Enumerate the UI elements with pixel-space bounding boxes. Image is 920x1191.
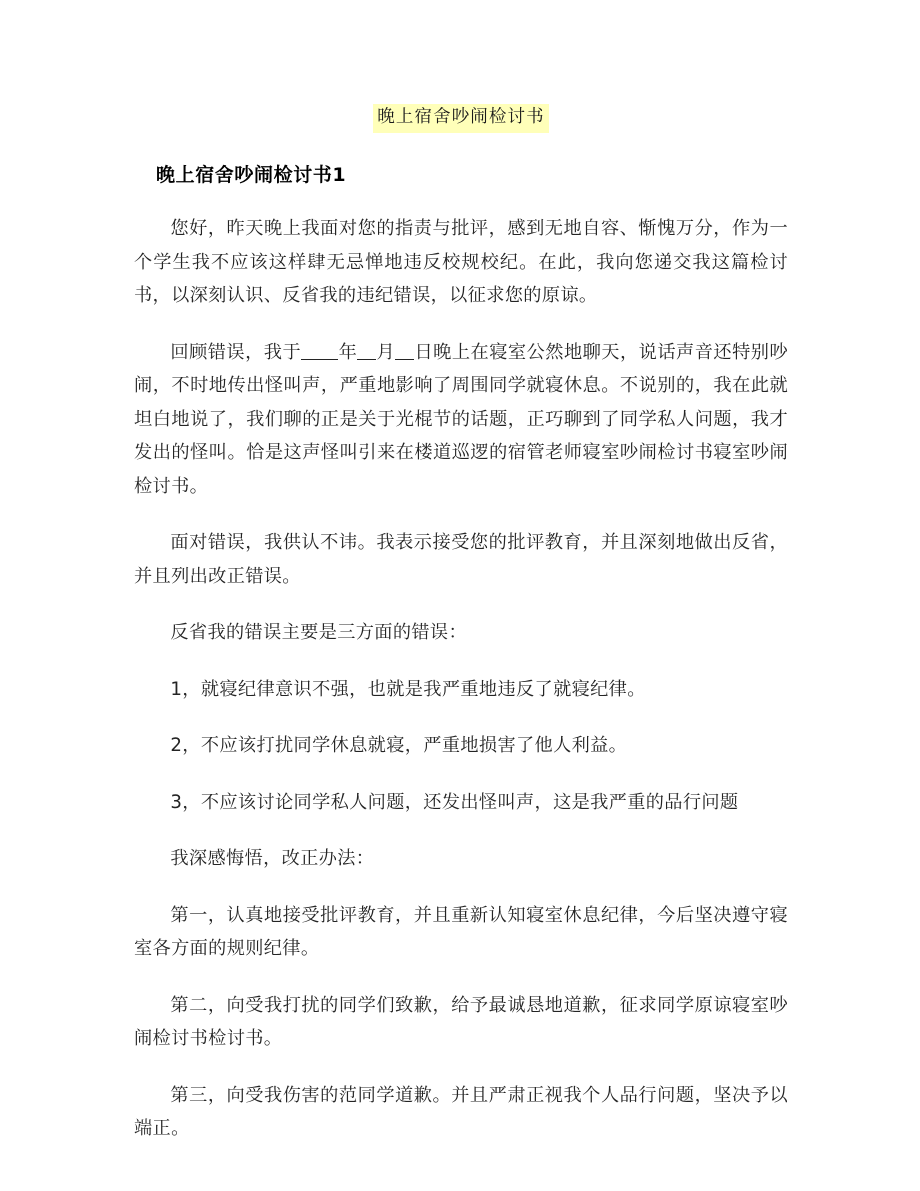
- remedy-step-3: 第三，向受我伤害的范同学道歉。并且严肃正视我个人品行问题，坚决予以端正。: [134, 1084, 788, 1140]
- remedy-step-2: 第二，向受我打扰的同学们致歉，给予最诚恳地道歉，征求同学原谅寝室吵闹检讨书检讨书。: [134, 994, 788, 1050]
- remedy-step-1: 第一，认真地接受批评教育，并且重新认知寝室休息纪律，今后坚决遵守寝室各方面的规则纪律。: [134, 904, 788, 960]
- mistake-item-1: 1，就寝纪律意识不强，也就是我严重地违反了就寝纪律。: [170, 678, 646, 700]
- incident-recall-prefix: 回顾错误，我于: [170, 341, 302, 363]
- section-heading: 晚上宿舍吵闹检讨书1: [156, 163, 347, 186]
- incident-recall-body: 日晚上在寝室公然地聊天，说话声音还特别吵闹，不时地传出怪叫声，严重地影响了周围同学就寝休息。不说别的，我在此就坦白地说了，我们聊的正是关于光棍节的话题，正巧聊到了同学私人问题，我才发出的怪叫。恰是这声怪叫引来在楼道巡逻的宿管老师寝室吵闹检讨书寝室吵闹检讨书。: [134, 341, 788, 497]
- paragraph-incident-recall: [134, 336, 788, 504]
- year-blank-field: [301, 359, 338, 360]
- document-content: [134, 0, 788, 1146]
- document-title-highlighted: 晚上宿舍吵闹检讨书: [373, 104, 548, 133]
- month-unit-label: 月: [376, 341, 396, 363]
- month-blank-field: [357, 359, 376, 360]
- mistake-item-3: 3，不应该讨论同学私人问题，还发出怪叫声，这是我严重的品行问题: [170, 791, 739, 813]
- year-unit-label: 年: [338, 341, 358, 363]
- paragraph-accept-criticism: 面对错误，我供认不讳。我表示接受您的批评教育，并且深刻地做出反省，并且列出改正错误。: [134, 532, 788, 587]
- day-blank-field: [395, 359, 414, 360]
- paragraph-apology-intro: 您好，昨天晚上我面对您的指责与批评，感到无地自容、惭愧万分，作为一个学生我不应该这样肆无忌惮地违反校规校纪。在此，我向您递交我这篇检讨书，以深刻认识、反省我的违纪错误，以征求您的原谅。: [134, 218, 788, 307]
- mistake-item-2: 2，不应该打扰同学休息就寝，严重地损害了他人利益。: [170, 735, 628, 757]
- paragraph-three-mistakes-intro: 反省我的错误主要是三方面的错误：: [170, 622, 467, 644]
- document-title-row: [134, 104, 788, 133]
- paragraph-remedy-intro: 我深感悔悟，改正办法：: [170, 848, 375, 870]
